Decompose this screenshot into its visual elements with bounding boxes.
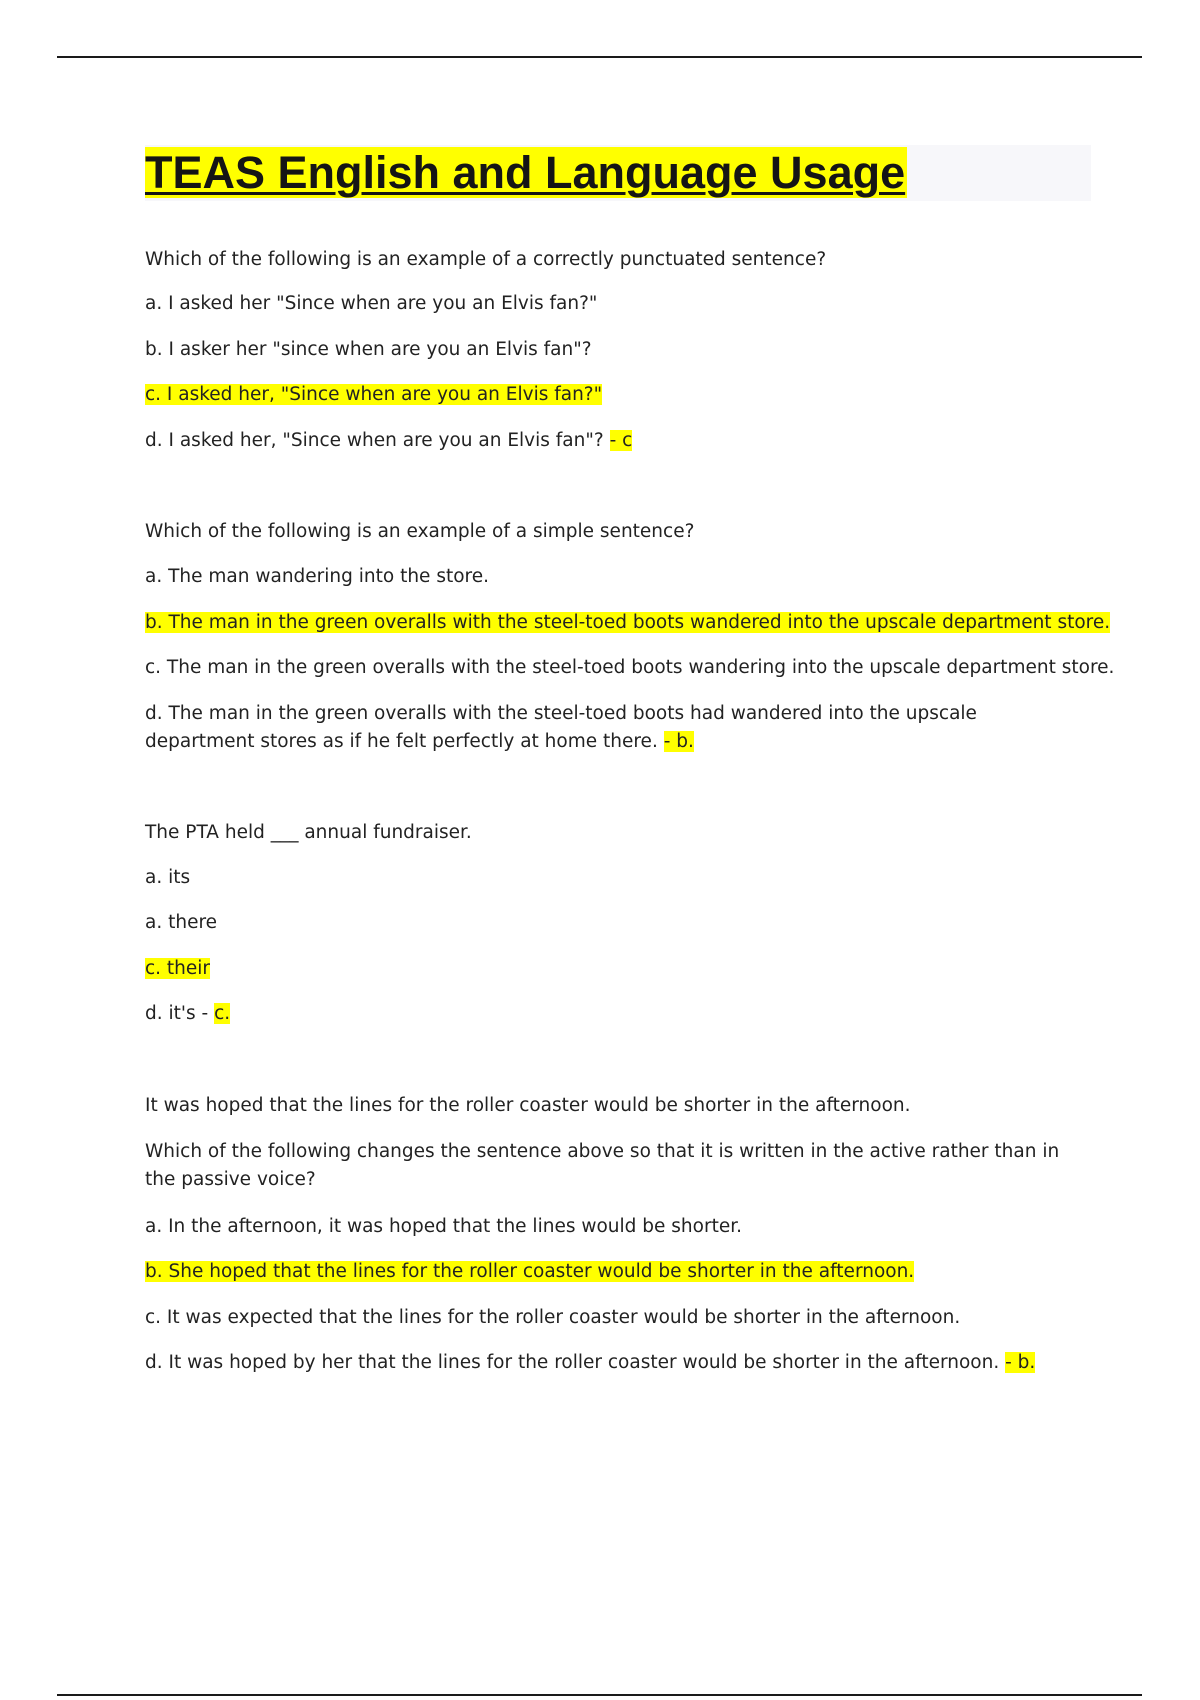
q3-answer-tag: c. — [214, 1003, 231, 1024]
q2-option-b-text: b. The man in the green overalls with the steel-toed boots wandered into the upscale department store. — [145, 612, 1111, 633]
q4-option-b-correct — [145, 1258, 914, 1286]
q1-option-c-text: c. I asked her, "Since when are you an Elvis fan?" — [145, 384, 603, 405]
q2-prompt: Which of the following is an example of a simple sentence? — [145, 521, 695, 542]
q3-option-d — [145, 1000, 230, 1028]
q1-prompt: Which of the following is an example of a correctly punctuated sentence? — [145, 249, 827, 270]
q4-option-c: c. It was expected that the lines for the roller coaster would be shorter in the afternoon. — [145, 1307, 961, 1328]
q2-option-c: c. The man in the green overalls with the steel-toed boots wandering into the upscale department store. — [145, 657, 1115, 678]
q4-option-d — [145, 1349, 1035, 1377]
page-title-text: TEAS English and Language Usage — [145, 147, 906, 198]
q3-option-a: a. its — [145, 867, 191, 888]
q1-option-d-text: d. I asked her, "Since when are you an Elvis fan"? — [145, 430, 604, 451]
q2-option-b-correct — [145, 609, 1110, 637]
q4-context: It was hoped that the lines for the roller coaster would be shorter in the afternoon. — [145, 1095, 911, 1116]
q1-option-a: a. I asked her "Since when are you an Elvis fan?" — [145, 293, 598, 314]
q2-option-d — [145, 700, 1085, 756]
q3-option-c-text: c. their — [145, 958, 211, 979]
q2-option-d-text: d. The man in the green overalls with the steel-toed boots had wandered into the upscale department stores as if he felt perfectly at home there. — [145, 703, 977, 752]
q1-answer-tag: - c — [609, 430, 633, 451]
page-title — [145, 146, 907, 200]
q3-option-d-text: d. it's - — [145, 1003, 209, 1024]
q3-prompt: The PTA held ___ annual fundraiser. — [145, 822, 472, 843]
q4-answer-tag: - b. — [1005, 1352, 1036, 1373]
q3-option-c-correct — [145, 955, 210, 983]
q4-option-d-text: d. It was hoped by her that the lines for the roller coaster would be shorter in the afternoon. — [145, 1352, 1000, 1373]
q2-option-a: a. The man wandering into the store. — [145, 566, 489, 587]
q4-option-a: a. In the afternoon, it was hoped that the lines would be shorter. — [145, 1216, 742, 1237]
q1-option-c-correct — [145, 381, 602, 409]
top-rule — [57, 56, 1142, 58]
bottom-rule — [57, 1694, 1142, 1696]
q1-option-b: b. I asker her "since when are you an Elvis fan"? — [145, 339, 592, 360]
q4-prompt: Which of the following changes the sentence above so that it is written in the active rather than in the passive voice? — [145, 1141, 1060, 1190]
q4-option-b-text: b. She hoped that the lines for the roller coaster would be shorter in the afternoon. — [145, 1261, 915, 1282]
q3-option-b: a. there — [145, 912, 218, 933]
q1-option-d — [145, 427, 632, 455]
q2-answer-tag: - b. — [663, 731, 694, 752]
